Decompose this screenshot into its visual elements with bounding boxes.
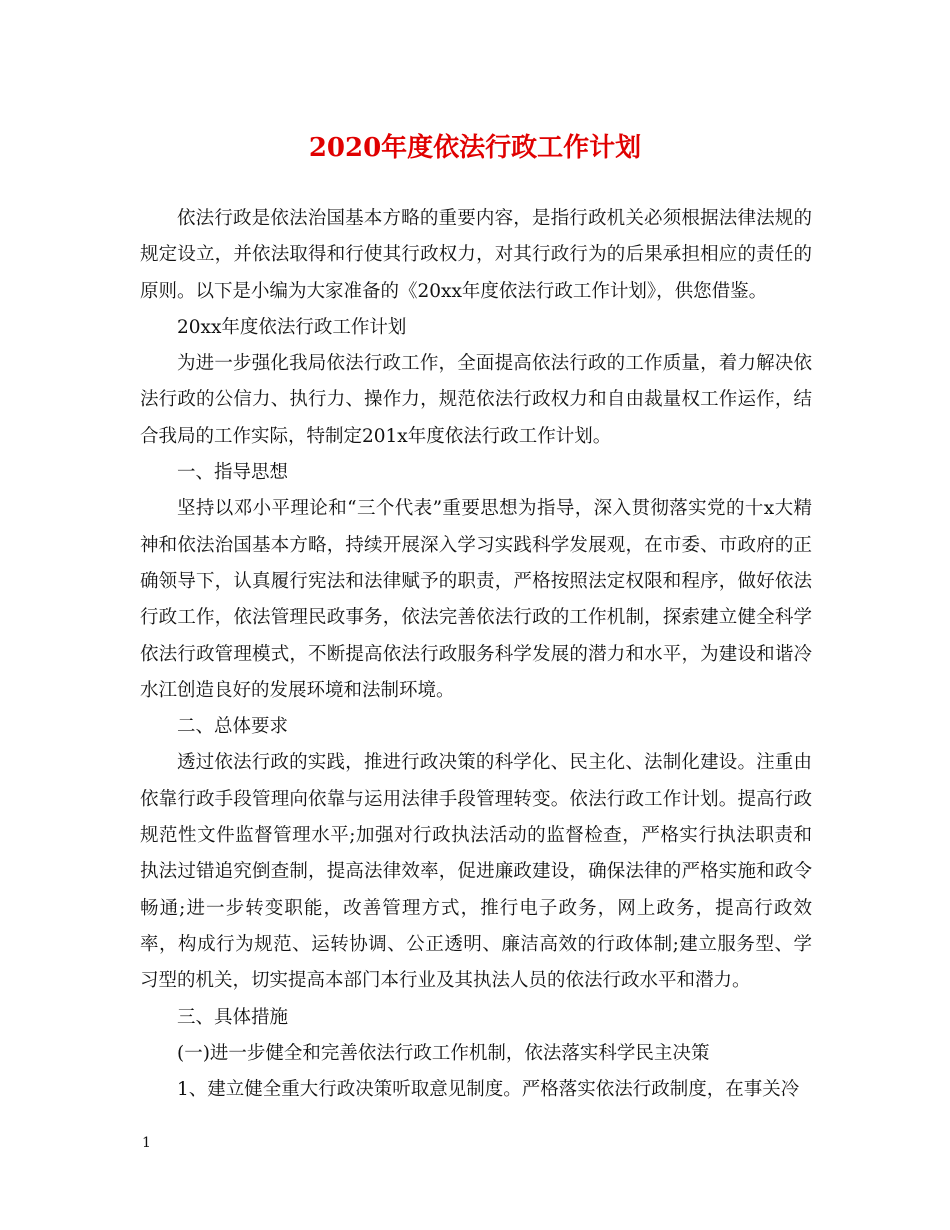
subsection-heading-1: (一)进一步健全和完善依法行政工作机制，依法落实科学民主决策 bbox=[177, 1042, 710, 1064]
page-number: 1 bbox=[142, 1135, 151, 1151]
measure-item-1: 1、建立健全重大行政决策听取意见制度。严格落实依法行政制度，在事关冷 bbox=[177, 1079, 800, 1101]
guiding-thought-paragraph: 坚持以邓小平理论和“三个代表”重要思想为指导，深入贯彻落实党的十x大精神和依法治国基本方略，持续开展深入学习实践科学发展观，在市委、市政府的正确领导下，认真履行宪法和法律赋予的职责，严格按照法定权限和程序，做好依法行政工作，依法管理民政事务，依法完善依法行政的工作机制，探索建立健全科学依法行政管理模式，不断提高依法行政服务科学发展的潜力和水平，为建设和谐冷水江创造良好的发展环境和法制环境。 bbox=[140, 498, 812, 701]
document-body bbox=[140, 201, 812, 1108]
plan-subtitle: 20xx年度依法行政工作计划 bbox=[177, 316, 407, 338]
section-heading-general-requirements: 二、总体要求 bbox=[177, 716, 289, 738]
document-title: 2020年度依法行政工作计划 bbox=[308, 133, 642, 163]
section-heading-guiding-thought: 一、指导思想 bbox=[177, 462, 289, 484]
purpose-paragraph: 为进一步强化我局依法行政工作，全面提高依法行政的工作质量，着力解决依法行政的公信力、执行力、操作力，规范依法行政权力和自由裁量权工作运作，结合我局的工作实际，特制定201x年度依法行政工作计划。 bbox=[140, 353, 812, 447]
intro-paragraph: 依法行政是依法治国基本方略的重要内容，是指行政机关必须根据法律法规的规定设立，并依法取得和行使其行政权力，对其行政行为的后果承担相应的责任的原则。以下是小编为大家准备的《20xx年度依法行政工作计划》，供您借鉴。 bbox=[140, 208, 812, 302]
general-requirements-paragraph: 透过依法行政的实践，推进行政决策的科学化、民主化、法制化建设。注重由依靠行政手段管理向依靠与运用法律手段管理转变。依法行政工作计划。提高行政规范性文件监督管理水平;加强对行政执法活动的监督检查，严格实行执法职责和执法过错追究倒查制，提高法律效率，促进廉政建设，确保法律的严格实施和政令畅通;进一步转变职能，改善管理方式，推行电子政务，网上政务，提高行政效率，构成行为规范、运转协调、公正透明、廉洁高效的行政体制;建立服务型、学习型的机关，切实提高本部门本行业及其执法人员的依法行政水平和潜力。 bbox=[140, 752, 812, 992]
section-heading-specific-measures: 三、具体措施 bbox=[177, 1006, 289, 1028]
